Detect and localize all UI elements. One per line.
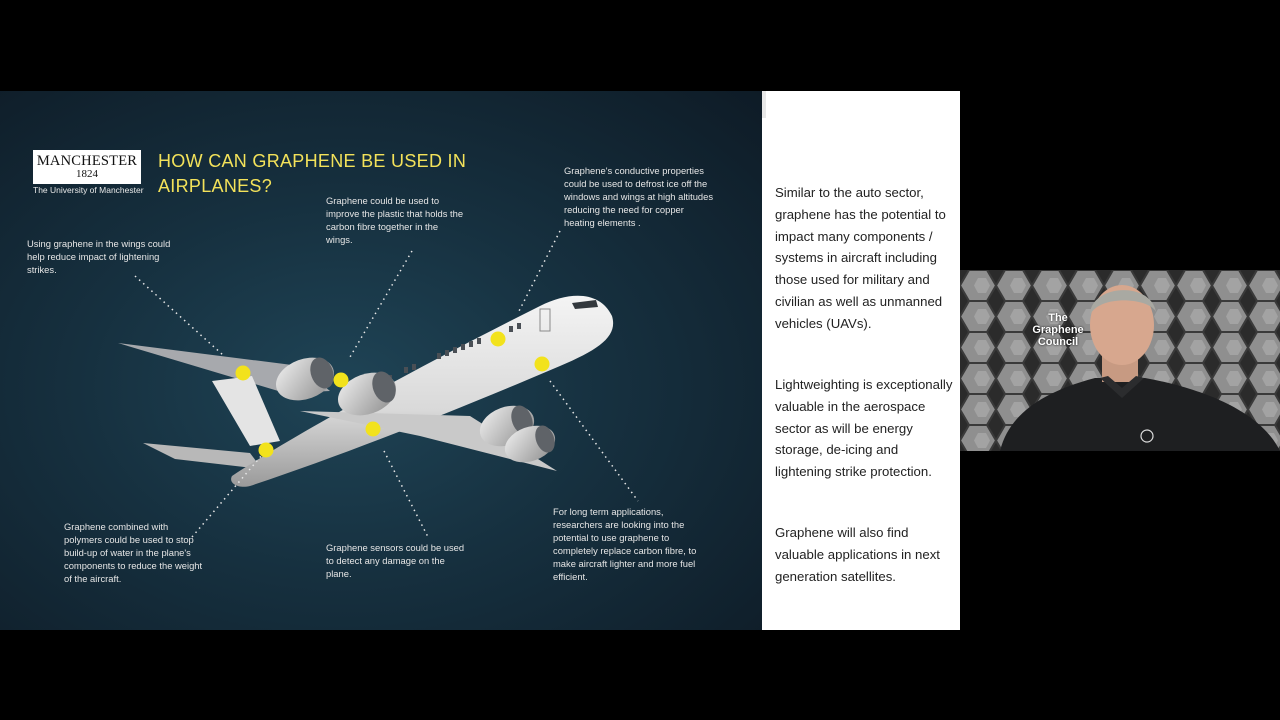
marker-wing [236,366,251,381]
callout-deicing: Graphene's conductive properties could be used to defrost ice off the windows and wings at high altitudes reducing the need for copper heating elements . [564,165,714,228]
note-paragraph: Lightweighting is exceptionally valuable in the aerospace sector as will be energy storage, de-icing and lightening strike protection. [775,377,953,480]
webcam-brand-logo: The Graphene Council [1032,312,1084,348]
marker-belly [366,422,381,437]
presentation-slide [0,91,762,630]
logo-year: 1824 [76,168,98,180]
webcam-feed [960,270,1280,451]
note-paragraph: Graphene will also find valuable applications in next generation satellites. [775,525,940,584]
university-logo [33,150,141,184]
callout-wings-lightning: Using graphene in the wings could help reduce impact of lightening strikes. [27,238,171,275]
slide-title: HOW CAN GRAPHENE BE USED IN AIRPLANES? [158,151,467,196]
marker-fuselage-nose [535,357,550,372]
notes-panel [762,91,960,630]
callout-water: Graphene combined with polymers could be used to stop build-up of water in the plane's components to reduce the weight of the aircraft. [64,521,203,584]
marker-fuselage-top [491,332,506,347]
logo-name: MANCHESTER [36,153,138,169]
notes-panel-edge [762,91,766,118]
callout-sensors: Graphene sensors could be used to detect any damage on the plane. [326,542,465,579]
note-paragraph: Similar to the auto sector, graphene has the potential to impact many components / systems in aircraft including those used for military and civilian as well as unmanned vehicles (UAVs). [775,185,946,331]
callout-carbon-fibre: Graphene could be used to improve the plastic that holds the carbon fibre together in the wings. [326,195,464,245]
marker-engine [334,373,349,388]
callout-long-term: For long term applications, researchers are looking into the potential to use graphene to completely replace carbon fibre, to make aircraft lighter and more fuel efficient. [553,506,697,582]
marker-tail [259,443,274,458]
webcam-scene [960,270,1280,451]
logo-subtitle: The University of Manchester [33,185,144,195]
